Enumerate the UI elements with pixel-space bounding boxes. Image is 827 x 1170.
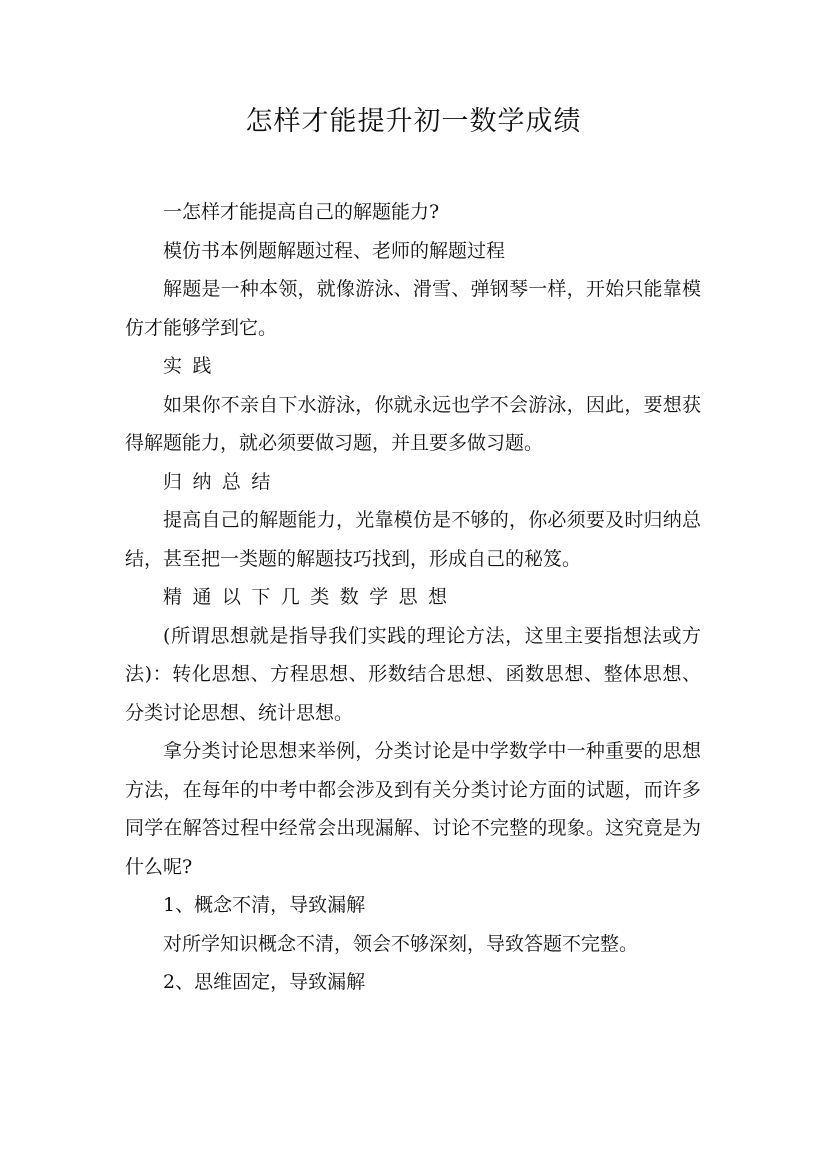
section-summary-heading: 归纳总结	[163, 470, 281, 493]
reason-1-text: 对所学知识概念不清，领会不够深刻，导致答题不完整。	[163, 932, 639, 955]
section-summary-text: 提高自己的解题能力，光靠模仿是不够的，你必须要及时归纳总结，甚至把一类题的解题技巧找到，形成自己的秘笈。	[125, 509, 701, 570]
section-practice-text: 如果你不亲自下水游泳，你就永远也学不会游泳，因此，要想获得解题能力，就必须要做习题，并且要多做习题。	[125, 393, 701, 454]
document-title: 怎样才能提升初一数学成绩	[245, 106, 582, 137]
question-heading: 一怎样才能提高自己的解题能力?	[163, 201, 440, 223]
section-imitate-text: 解题是一种本领，就像游泳、滑雪、弹钢琴一样，开始只能靠模仿才能够学到它。	[125, 278, 701, 339]
section-thinking-heading: 精通以下几类数学思想	[163, 586, 458, 608]
section-practice-heading: 实践	[163, 355, 222, 377]
section-thinking-definition: (所谓思想就是指导我们实践的理论方法，这里主要指想法或方法)：转化思想、方程思想、形数结合思想、函数思想、整体思想、分类讨论思想、统计思想。	[125, 624, 701, 724]
reason-2-heading: 2、思维固定，导致漏解	[163, 971, 366, 993]
document-body	[125, 193, 701, 1002]
section-imitate-heading: 模仿书本例题解题过程、老师的解题过程	[163, 239, 506, 262]
section-thinking-example: 拿分类讨论思想来举例，分类讨论是中学数学中一种重要的思想方法，在每年的中考中都会涉及到有关分类讨论方面的试题，而许多同学在解答过程中经常会出现漏解、讨论不完整的现象。这究竟是为什么呢?	[125, 740, 701, 878]
reason-1-heading: 1、概念不清，导致漏解	[163, 894, 366, 916]
